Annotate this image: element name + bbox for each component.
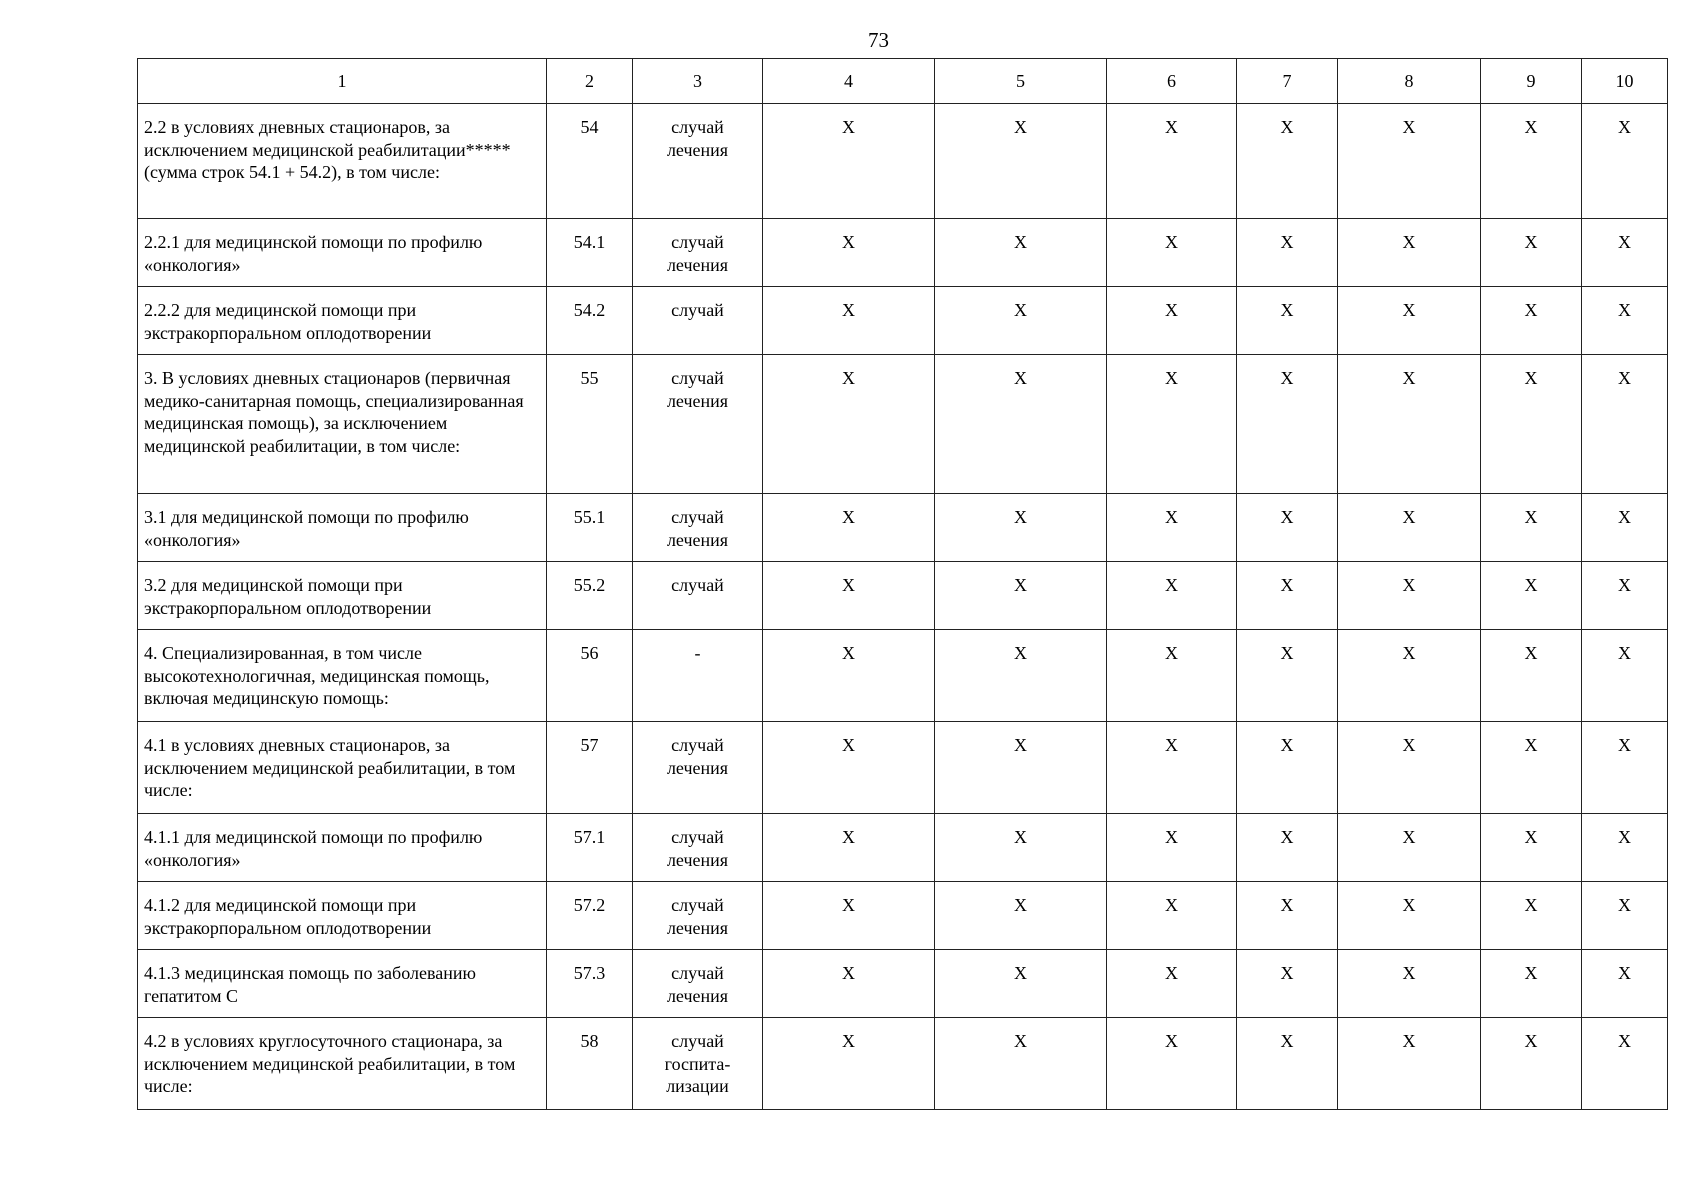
- value-cell: Х: [1338, 219, 1481, 287]
- value-cell: Х: [1582, 950, 1668, 1018]
- unit-cell: случай лечения: [633, 722, 763, 814]
- value-cell: Х: [1481, 814, 1582, 882]
- unit-cell: случай госпита- лизации: [633, 1018, 763, 1110]
- row-number: 55.2: [547, 562, 633, 630]
- header-cell: 9: [1481, 59, 1582, 104]
- table-row: [138, 882, 1668, 950]
- header-cell: 7: [1237, 59, 1338, 104]
- value-cell: Х: [1481, 1018, 1582, 1110]
- value-cell: Х: [1107, 814, 1237, 882]
- value-cell: Х: [1481, 630, 1582, 722]
- value-cell: Х: [1481, 722, 1582, 814]
- table-row: [138, 950, 1668, 1018]
- table-row: [138, 287, 1668, 355]
- row-number: 54.1: [547, 219, 633, 287]
- row-description: 2.2.1 для медицинской помощи по профилю «онкология»: [138, 219, 547, 287]
- value-cell: Х: [1107, 882, 1237, 950]
- unit-cell: -: [633, 630, 763, 722]
- value-cell: Х: [1237, 814, 1338, 882]
- unit-cell: случай лечения: [633, 219, 763, 287]
- value-cell: Х: [1582, 722, 1668, 814]
- table-row: [138, 355, 1668, 494]
- value-cell: Х: [1237, 722, 1338, 814]
- value-cell: Х: [1338, 950, 1481, 1018]
- value-cell: Х: [763, 494, 935, 562]
- value-cell: Х: [1338, 630, 1481, 722]
- value-cell: Х: [1107, 1018, 1237, 1110]
- row-description: 4. Специализированная, в том числе высокотехнологичная, медицинская помощь, включая медицинскую помощь:: [138, 630, 547, 722]
- value-cell: Х: [1237, 950, 1338, 1018]
- value-cell: Х: [1107, 950, 1237, 1018]
- value-cell: Х: [935, 562, 1107, 630]
- value-cell: Х: [1481, 950, 1582, 1018]
- header-cell: 4: [763, 59, 935, 104]
- value-cell: Х: [1107, 219, 1237, 287]
- value-cell: Х: [1582, 219, 1668, 287]
- row-number: 57.2: [547, 882, 633, 950]
- value-cell: Х: [1582, 630, 1668, 722]
- row-description: 4.2 в условиях круглосуточного стационара, за исключением медицинской реабилитации, в том числе:: [138, 1018, 547, 1110]
- value-cell: Х: [1481, 882, 1582, 950]
- value-cell: Х: [1481, 562, 1582, 630]
- data-table: [137, 58, 1668, 1110]
- row-description: 3. В условиях дневных стационаров (первичная медико-санитарная помощь, специализированная медицинская помощь), за исключением медицинской реабилитации, в том числе:: [138, 355, 547, 494]
- value-cell: Х: [1338, 287, 1481, 355]
- value-cell: Х: [763, 355, 935, 494]
- value-cell: Х: [1107, 630, 1237, 722]
- value-cell: Х: [1237, 287, 1338, 355]
- row-description: 2.2 в условиях дневных стационаров, за исключением медицинской реабилитации***** (сумма строк 54.1 + 54.2), в том числе:: [138, 104, 547, 219]
- value-cell: Х: [1481, 355, 1582, 494]
- value-cell: Х: [1582, 494, 1668, 562]
- header-cell: 1: [138, 59, 547, 104]
- value-cell: Х: [935, 814, 1107, 882]
- unit-cell: случай: [633, 287, 763, 355]
- table-body: [138, 59, 1668, 1110]
- value-cell: Х: [1582, 814, 1668, 882]
- value-cell: Х: [1582, 882, 1668, 950]
- value-cell: Х: [763, 722, 935, 814]
- value-cell: Х: [935, 355, 1107, 494]
- unit-cell: случай: [633, 562, 763, 630]
- table-row: [138, 219, 1668, 287]
- row-number: 56: [547, 630, 633, 722]
- value-cell: Х: [1237, 219, 1338, 287]
- row-number: 54.2: [547, 287, 633, 355]
- value-cell: Х: [1237, 630, 1338, 722]
- value-cell: Х: [1338, 882, 1481, 950]
- value-cell: Х: [763, 1018, 935, 1110]
- row-description: 2.2.2 для медицинской помощи при экстракорпоральном оплодотворении: [138, 287, 547, 355]
- value-cell: Х: [1582, 355, 1668, 494]
- unit-cell: случай лечения: [633, 950, 763, 1018]
- value-cell: Х: [1338, 562, 1481, 630]
- header-cell: 10: [1582, 59, 1668, 104]
- value-cell: Х: [1107, 562, 1237, 630]
- header-cell: 2: [547, 59, 633, 104]
- value-cell: Х: [1237, 355, 1338, 494]
- table-row: [138, 562, 1668, 630]
- value-cell: Х: [763, 104, 935, 219]
- value-cell: Х: [935, 630, 1107, 722]
- row-description: 4.1.3 медицинская помощь по заболеванию гепатитом С: [138, 950, 547, 1018]
- row-description: 3.1 для медицинской помощи по профилю «онкология»: [138, 494, 547, 562]
- row-number: 54: [547, 104, 633, 219]
- header-cell: 8: [1338, 59, 1481, 104]
- value-cell: Х: [763, 882, 935, 950]
- value-cell: Х: [1338, 104, 1481, 219]
- table-row: [138, 630, 1668, 722]
- page-number: 73: [868, 28, 889, 52]
- value-cell: Х: [1237, 882, 1338, 950]
- value-cell: Х: [1237, 104, 1338, 219]
- value-cell: Х: [763, 950, 935, 1018]
- table-row: [138, 494, 1668, 562]
- value-cell: Х: [935, 1018, 1107, 1110]
- header-cell: 3: [633, 59, 763, 104]
- value-cell: Х: [1481, 494, 1582, 562]
- header-cell: 6: [1107, 59, 1237, 104]
- value-cell: Х: [1582, 1018, 1668, 1110]
- unit-cell: случай лечения: [633, 882, 763, 950]
- value-cell: Х: [1582, 287, 1668, 355]
- value-cell: Х: [1338, 722, 1481, 814]
- row-description: 4.1 в условиях дневных стационаров, за исключением медицинской реабилитации, в том числе:: [138, 722, 547, 814]
- row-number: 57: [547, 722, 633, 814]
- value-cell: Х: [1107, 104, 1237, 219]
- value-cell: Х: [1237, 494, 1338, 562]
- table-row: [138, 722, 1668, 814]
- value-cell: Х: [1338, 814, 1481, 882]
- table-row: [138, 1018, 1668, 1110]
- row-description: 4.1.2 для медицинской помощи при экстракорпоральном оплодотворении: [138, 882, 547, 950]
- value-cell: Х: [1338, 355, 1481, 494]
- value-cell: Х: [935, 950, 1107, 1018]
- unit-cell: случай лечения: [633, 494, 763, 562]
- value-cell: Х: [1237, 562, 1338, 630]
- value-cell: Х: [935, 722, 1107, 814]
- value-cell: Х: [935, 219, 1107, 287]
- value-cell: Х: [1481, 219, 1582, 287]
- row-description: 3.2 для медицинской помощи при экстракорпоральном оплодотворении: [138, 562, 547, 630]
- value-cell: Х: [935, 287, 1107, 355]
- value-cell: Х: [1107, 722, 1237, 814]
- header-cell: 5: [935, 59, 1107, 104]
- value-cell: Х: [935, 494, 1107, 562]
- value-cell: Х: [935, 104, 1107, 219]
- value-cell: Х: [763, 562, 935, 630]
- value-cell: Х: [1582, 104, 1668, 219]
- row-number: 57.3: [547, 950, 633, 1018]
- value-cell: Х: [1107, 494, 1237, 562]
- unit-cell: случай лечения: [633, 355, 763, 494]
- table-row: [138, 814, 1668, 882]
- value-cell: Х: [1107, 287, 1237, 355]
- value-cell: Х: [763, 219, 935, 287]
- value-cell: Х: [1338, 494, 1481, 562]
- value-cell: Х: [763, 630, 935, 722]
- value-cell: Х: [1107, 355, 1237, 494]
- value-cell: Х: [935, 882, 1107, 950]
- row-number: 58: [547, 1018, 633, 1110]
- table-row: [138, 104, 1668, 219]
- value-cell: Х: [1582, 562, 1668, 630]
- value-cell: Х: [763, 814, 935, 882]
- row-number: 57.1: [547, 814, 633, 882]
- row-number: 55.1: [547, 494, 633, 562]
- value-cell: Х: [1237, 1018, 1338, 1110]
- row-description: 4.1.1 для медицинской помощи по профилю «онкология»: [138, 814, 547, 882]
- unit-cell: случай лечения: [633, 814, 763, 882]
- value-cell: Х: [1481, 104, 1582, 219]
- unit-cell: случай лечения: [633, 104, 763, 219]
- value-cell: Х: [1338, 1018, 1481, 1110]
- value-cell: Х: [763, 287, 935, 355]
- value-cell: Х: [1481, 287, 1582, 355]
- column-number-row: [138, 59, 1668, 104]
- row-number: 55: [547, 355, 633, 494]
